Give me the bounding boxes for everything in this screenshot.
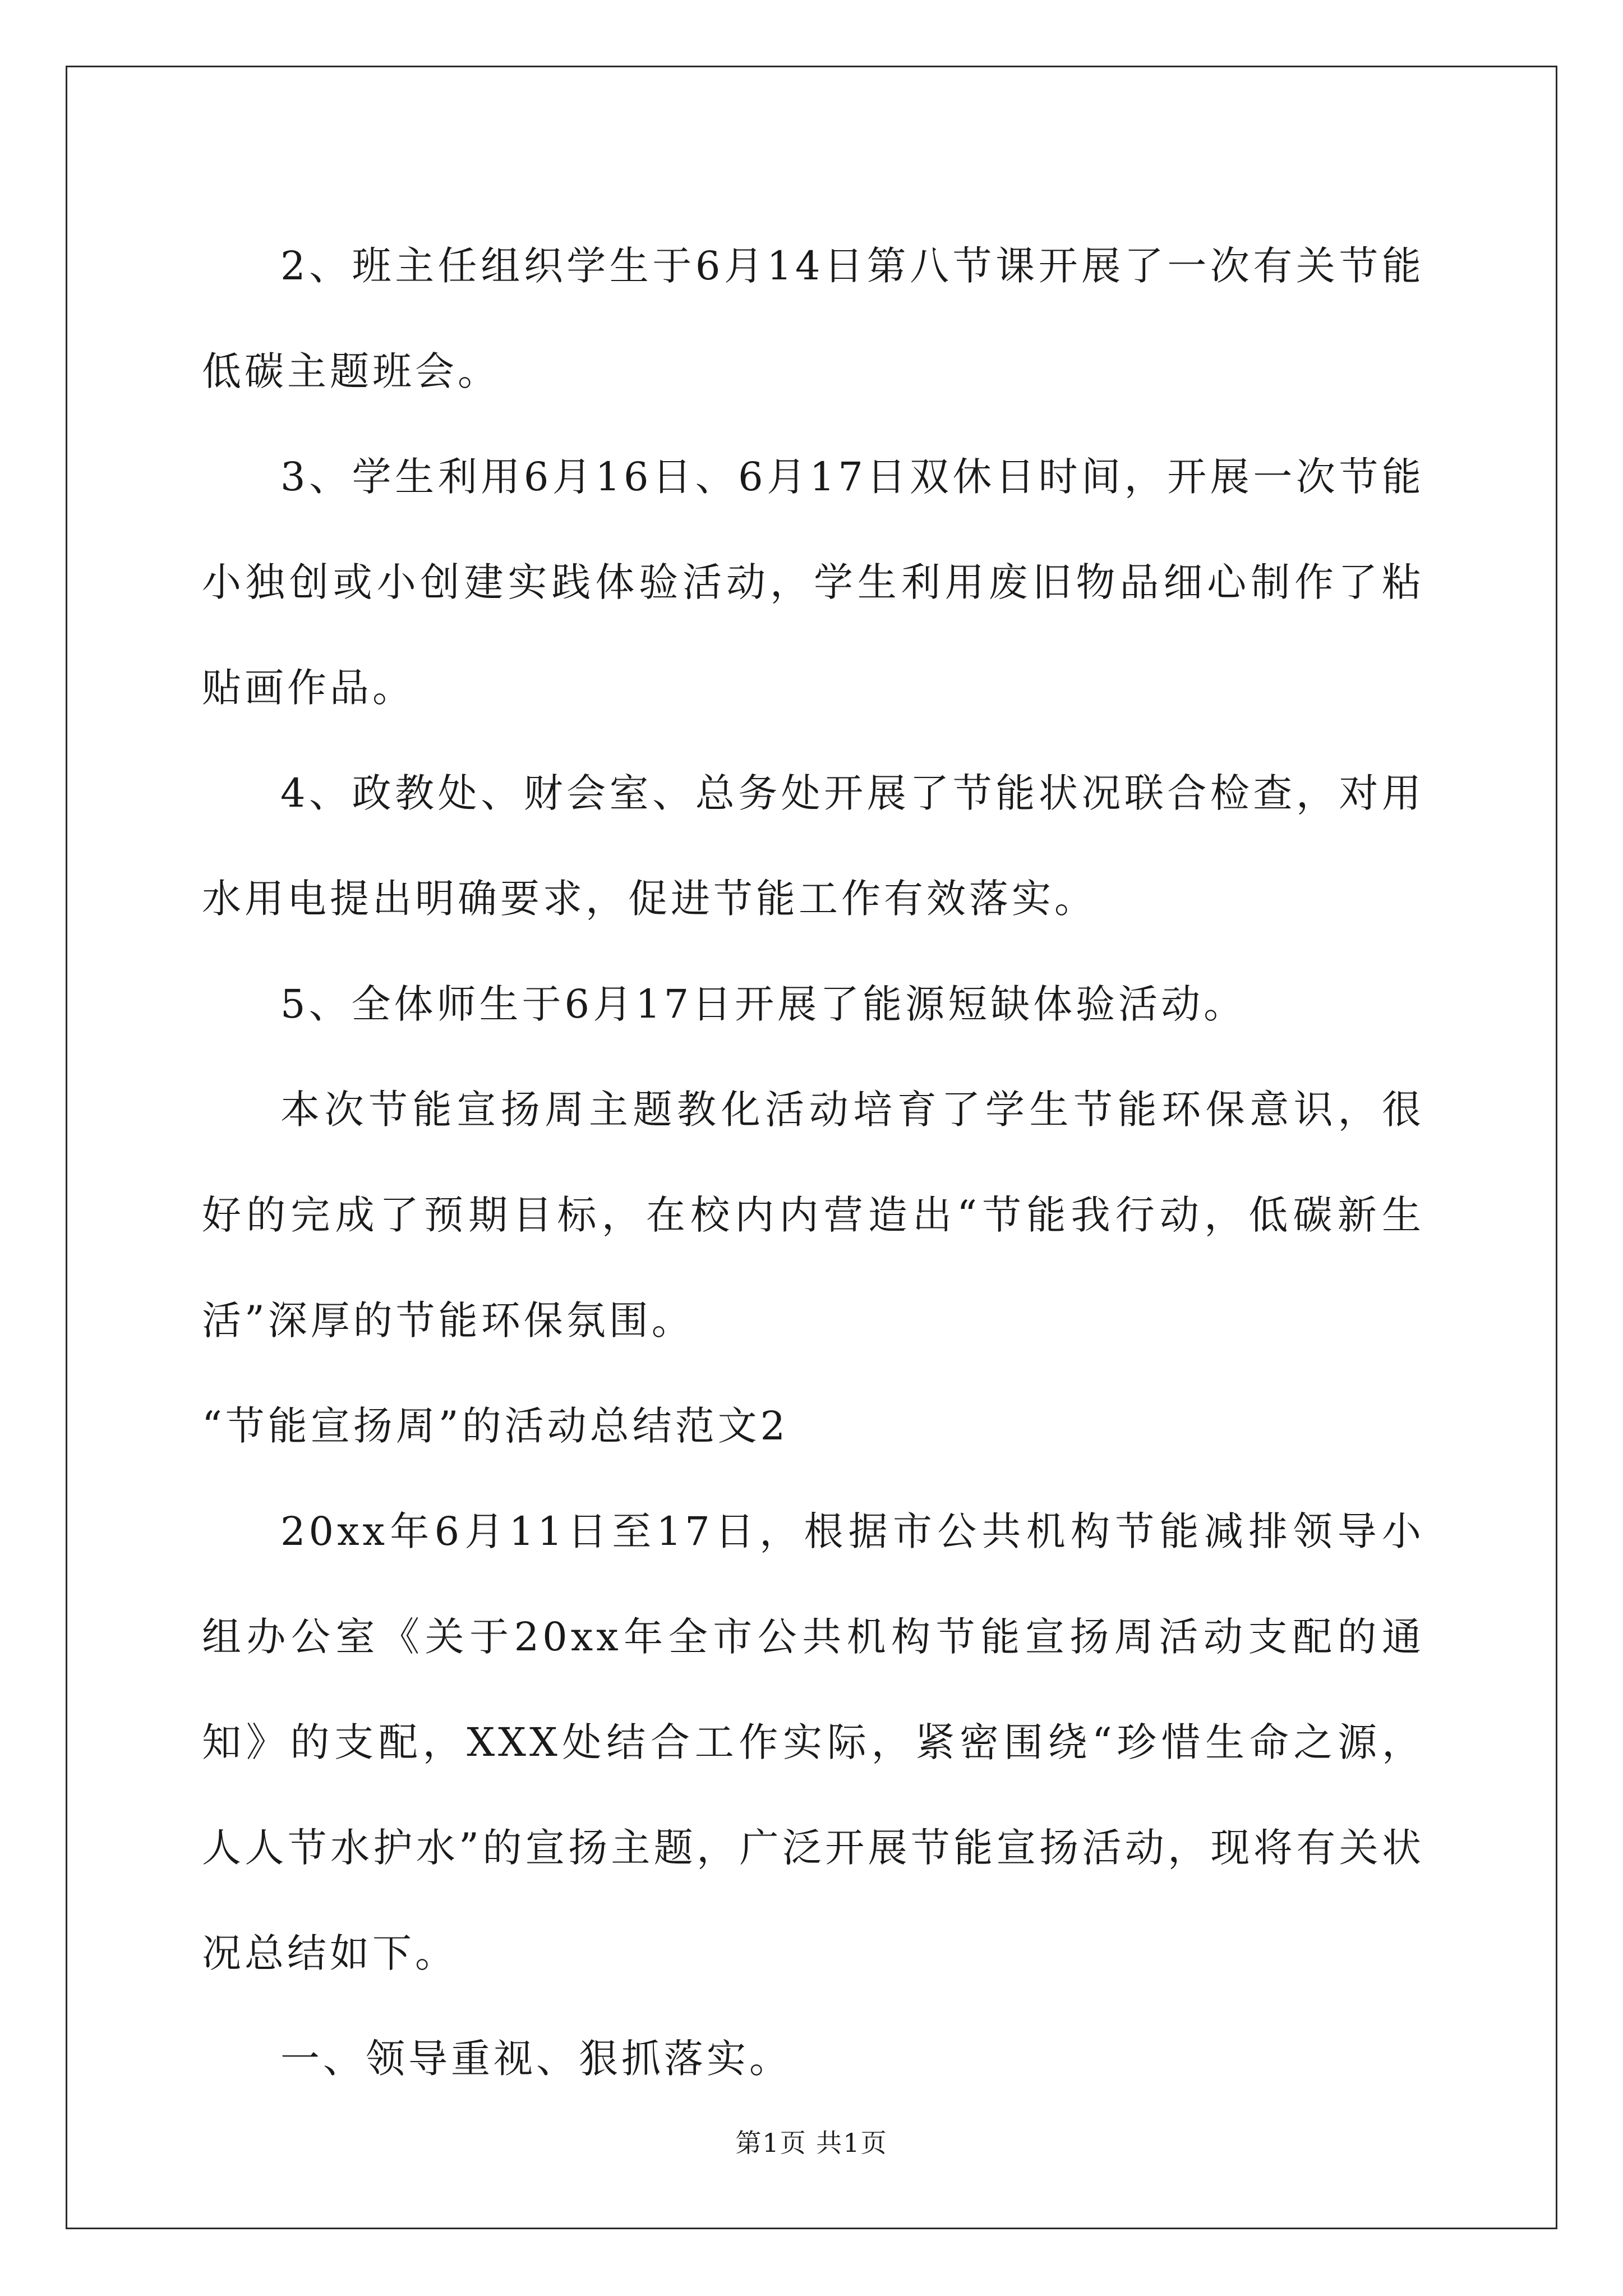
document-body <box>202 213 1424 2111</box>
paragraph-intro: 20xx年6月11日至17日，根据市公共机构节能减排领导小组办公室《关于20xx年全市公共机构节能宣扬周活动支配的通知》的支配，XXX处结合工作实际，紧密围绕“珍惜生命之源，人人节水护水”的宣扬主题，广泛开展节能宣扬活动，现将有关状况总结如下。 <box>202 1508 1424 1976</box>
paragraph-point-one: 一、领导重视、狠抓落实。 <box>280 2036 792 2082</box>
paragraph-item-2: 2、班主任组织学生于6月14日第八节课开展了一次有关节能低碳主题班会。 <box>202 243 1424 394</box>
paragraph-item-3: 3、学生利用6月16日、6月17日双休日时间，开展一次节能小独创或小创建实践体验活动，学生利用废旧物品细心制作了粘贴画作品。 <box>202 454 1424 711</box>
section-heading: “节能宣扬周”的活动总结范文2 <box>202 1403 789 1449</box>
paragraph-item-5: 5、全体师生于6月17日开展了能源短缺体验活动。 <box>280 981 1247 1027</box>
page-number-footer: 第1页 共1页 <box>735 2128 888 2158</box>
paragraph-summary: 本次节能宣扬周主题教化活动培育了学生节能环保意识，很好的完成了预期目标，在校内内营造出“节能我行动，低碳新生活”深厚的节能环保氛围。 <box>202 1087 1424 1343</box>
paragraph-item-4: 4、政教处、财会室、总务处开展了节能状况联合检查，对用水用电提出明确要求，促进节能工作有效落实。 <box>202 770 1424 922</box>
